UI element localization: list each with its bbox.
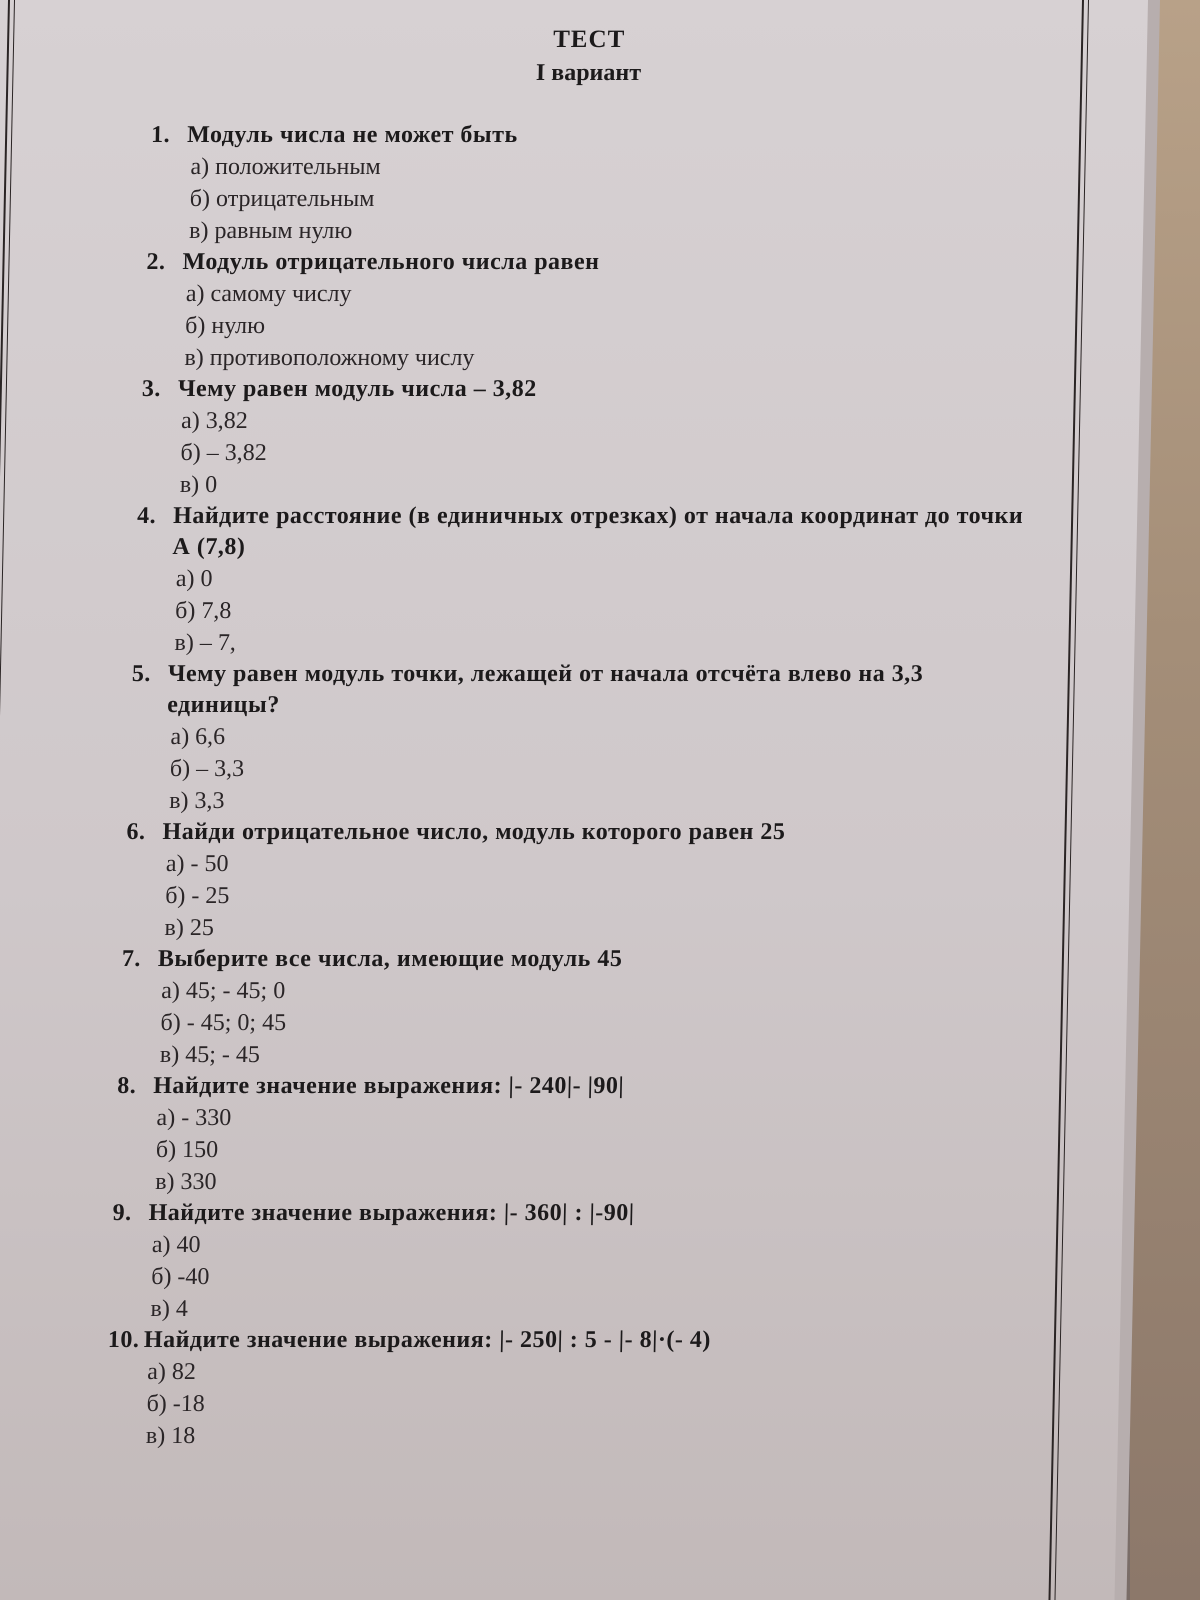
question-text: Найдите значение выражения: |- 360| : |-90| <box>148 1200 635 1226</box>
question-text: Чему равен модуль числа – 3,82 <box>177 376 538 402</box>
answer-option: б) отрицательным <box>189 186 375 212</box>
question-3 <box>140 374 1043 501</box>
question-1 <box>149 120 1048 247</box>
answer-option: а) - 50 <box>165 851 229 877</box>
answer-option: б) - 25 <box>164 883 230 909</box>
question-6 <box>124 817 1033 944</box>
question-text: Найдите значение выражения: |- 250| : 5 - |- 8|·(- 4) <box>143 1327 712 1353</box>
answer-option: а) 6,6 <box>170 724 226 750</box>
answer-option: в) 45; - 45 <box>159 1042 261 1068</box>
answer-option: в) 330 <box>154 1169 217 1195</box>
question-2 <box>144 247 1045 374</box>
test-variant: I вариант <box>535 60 642 86</box>
question-number: 8. <box>116 1073 137 1099</box>
question-10 <box>106 1325 1023 1452</box>
answer-option: б) -40 <box>150 1264 210 1290</box>
answer-option: б) нулю <box>184 313 266 339</box>
question-text: Найдите значение выражения: |- 240|- |90| <box>152 1073 625 1099</box>
question-number: 4. <box>136 503 157 529</box>
question-number: 3. <box>141 376 162 402</box>
answer-option: а) 82 <box>146 1359 197 1385</box>
answer-option: б) 7,8 <box>174 598 232 624</box>
answer-option: а) 3,82 <box>180 408 249 434</box>
answer-option: а) 40 <box>151 1232 201 1258</box>
question-text: Выберите все числа, имеющие модуль 45 <box>157 946 623 972</box>
question-number: 10. <box>107 1327 140 1353</box>
answer-option: б) 150 <box>155 1137 219 1163</box>
answer-option: в) 4 <box>150 1296 189 1322</box>
question-number: 7. <box>121 946 142 972</box>
question-4 <box>134 501 1039 659</box>
question-text: Найдите расстояние (в единичных отрезках) от начала координат до точки А (7,8) <box>172 503 1024 560</box>
answer-option: в) 25 <box>164 915 215 941</box>
answer-option: в) 0 <box>179 472 218 498</box>
answer-option: а) 0 <box>175 566 213 592</box>
answer-option: в) 18 <box>145 1423 196 1449</box>
question-7 <box>120 944 1031 1071</box>
question-5 <box>129 659 1036 817</box>
question-number: 1. <box>150 122 171 148</box>
answer-option: в) равным нулю <box>188 218 353 244</box>
answer-option: в) 3,3 <box>168 788 225 814</box>
question-8 <box>115 1071 1028 1198</box>
test-title: ТЕСТ <box>552 26 626 53</box>
answer-option: а) - 330 <box>156 1105 232 1131</box>
answer-option: а) самому числу <box>185 281 352 307</box>
question-number: 2. <box>146 249 166 275</box>
answer-option: б) - 45; 0; 45 <box>160 1010 287 1036</box>
answer-option: б) -18 <box>146 1391 206 1417</box>
answer-option: б) – 3,82 <box>180 440 267 466</box>
question-9 <box>110 1198 1025 1325</box>
answer-option: а) положительным <box>190 154 381 180</box>
question-text: Модуль числа не может быть <box>186 122 518 148</box>
question-number: 5. <box>131 661 152 687</box>
question-list <box>107 120 1048 1452</box>
answer-option: в) – 7, <box>174 630 237 656</box>
answer-option: в) противоположному числу <box>184 345 475 371</box>
question-text: Чему равен модуль точки, лежащей от начала отсчёта влево на 3,3 единицы? <box>166 661 924 718</box>
question-number: 6. <box>126 819 146 845</box>
question-text: Найди отрицательное число, модуль которого равен 25 <box>162 819 786 845</box>
answer-option: б) – 3,3 <box>169 756 245 782</box>
question-text: Модуль отрицательного числа равен <box>182 249 600 275</box>
answer-option: а) 45; - 45; 0 <box>160 978 286 1004</box>
question-number: 9. <box>112 1200 132 1226</box>
